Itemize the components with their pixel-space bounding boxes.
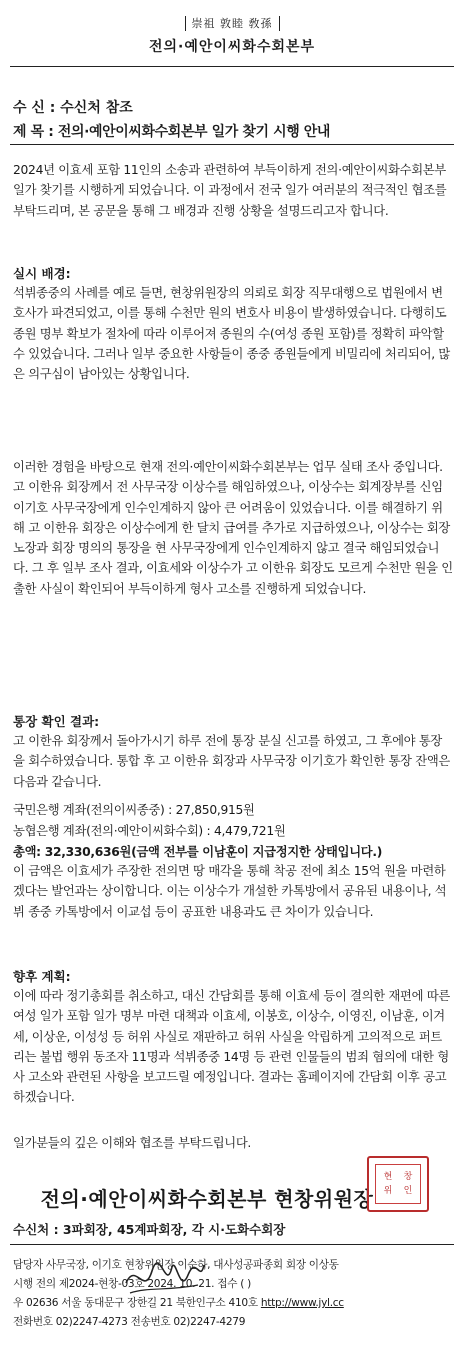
family-motto: 崇祖 敦睦 敎孫 (185, 16, 280, 31)
plan-paragraph: 이에 따라 정기총회를 취소하고, 대신 간담회를 통해 이효세 등이 결의한 재편에 따른 여성 일가 포함 일가 명부 마련 대책과 이효세, 이봉호, 이상수, 이영진, 이남훈, 이겨세, 이상운, 이성성 등 허위 사실로 재판하고 허위 사실을 악립하게 고의적으로 퍼트리는 불법 행위 동조자 11명과 석뷔종중 14명 등 관련 인물들의 범죄 혐의에 대한 형사 고소와 관련된 사항을 보고드릴 예정입니다. 결과는 홈페이지에 간담회 이후 공고하겠습니다. (13, 989, 450, 1105)
account-line-kookmin: 국민은행 계좌(전의이씨종중) : 27,850,915원 (13, 803, 255, 817)
section-heading-plan: 향후 계획: (13, 969, 71, 984)
account-line-nonghyup: 농협은행 계좌(전의·예안이씨화수회) : 4,479,721원 (13, 824, 286, 838)
seal-inner-border (375, 1164, 421, 1204)
subject-line: 제 목 : 전의·예안이씨화수회본부 일가 찾기 시행 안내 (13, 124, 331, 140)
footer-document-number: 시행 전의 제2024-현창-03호 2024. 10. 21. 접수 ( ) (13, 1278, 251, 1290)
organization-title: 전의·예안이씨화수회본부 (148, 39, 316, 55)
section-heading-account: 통장 확인 결과: (13, 714, 100, 729)
section-heading-background: 실시 배경: (13, 266, 71, 281)
signatory-title: 전의·예안이씨화수회본부 현창위원장 (40, 1187, 374, 1211)
intro-paragraph: 2024년 이효세 포함 11인의 소송과 관련하여 부득이하게 전의·예안이씨화수회본부 일가 찾기를 시행하게 되었습니다. 이 과정에서 전국 일가 여러분의 적극적인 협조를 부탁드리며, 본 공문을 통해 그 배경과 진행 상황을 설명드리고자 합니다. (13, 163, 447, 218)
seal-glyph: 위 (383, 1186, 393, 1196)
homepage-link[interactable]: http://www.jyl.cc (260, 1297, 344, 1309)
motto-box (0, 12, 464, 31)
footer-divider (10, 1244, 454, 1245)
footer-staff-line: 담당자 사무국장, 이기호 현창위원장 이순하, 대사성공파종회 회장 이상동 (13, 1259, 339, 1271)
subject-divider (10, 144, 454, 145)
recipient-list: 수신처 : 3파회장, 45계파회장, 각 시·도화수회장 (13, 1222, 286, 1237)
account-paragraph-1: 고 이한유 회장께서 돌아가시기 하루 전에 통장 분실 신고를 하였고, 그 후에야 통장을 회수하였습니다. 통합 후 고 이한유 회장과 사무국장 이기호가 확인한 통장 잔액은 다음과 같습니다. (13, 734, 450, 789)
official-seal-stamp (367, 1156, 429, 1212)
header-divider (10, 66, 454, 67)
account-total: 총액: 32,330,636원(금액 전부를 이남훈이 지급정지한 상태입니다.) (13, 845, 383, 859)
footer-contact-line: 전화번호 02)2247-4273 전송번호 02)2247-4279 (13, 1316, 246, 1328)
account-paragraph-2: 이 금액은 이효세가 주장한 전의면 땅 매각을 통해 착공 전에 최소 15억 원을 마련하겠다는 발언과는 상이합니다. 이는 이상수가 개설한 카톡방에서 공유된 내용이나, 석뷔 종중 카톡방에서 이교섭 등이 공표한 내용과도 큰 차이가 있습니다. (13, 864, 447, 919)
background-paragraph-1: 석뷔종중의 사례를 예로 들면, 현창위원장의 의뢰로 회장 직무대행으로 법원에서 변호사가 파견되었고, 이를 통해 수천만 원의 변호사 비용이 발생하였습니다. 다행히도 종원 명부 확보가 절차에 따라 이루어져 종원의 수(여성 종원 포함)를 정확히 파악할 수 있었습니다. 그러나 일부 중요한 사항들이 종중 종원들에게 비밀리에 처리되어, 많은 의구심이 남아있는 상황입니다. (13, 286, 450, 382)
recipient-line: 수 신 : 수신처 참조 (13, 100, 133, 116)
seal-glyph: 창 (403, 1172, 413, 1182)
background-paragraph-2: 이러한 경험을 바탕으로 현재 전의·예안이씨화수회본부는 업무 실태 조사 중입니다. 고 이한유 회장께서 전 사무국장 이상수를 해임하였으나, 이상수는 회계장부를 신임 이기호 사무국장에게 인수인계하지 않아 큰 어려움이 있었습니다. 이를 해결하기 위해 고 이한유 회장은 이상수에게 한 달치 급여를 추가로 지급하였으나, 이상수는 회장 노장과 회장 명의의 통장을 현 사무국장에게 인수인계하지 않고 결국 해임되었습니다. 그 후 일부 조사 결과, 이효세와 이상수가 고 이한유 회장도 모르게 수천만 원을 인출한 사실이 확인되어 부득이하게 형사 고소를 진행하게 되었습니다. (13, 460, 453, 596)
seal-glyph: 인 (403, 1186, 413, 1196)
handwritten-signature (118, 1253, 208, 1303)
footer-address: 우 02636 서울 동대문구 장한길 21 북한인구소 410호 (13, 1297, 258, 1309)
closing-line: 일가분들의 깊은 이해와 협조를 부탁드립니다. (13, 1136, 252, 1150)
seal-glyph: 현 (383, 1172, 393, 1182)
